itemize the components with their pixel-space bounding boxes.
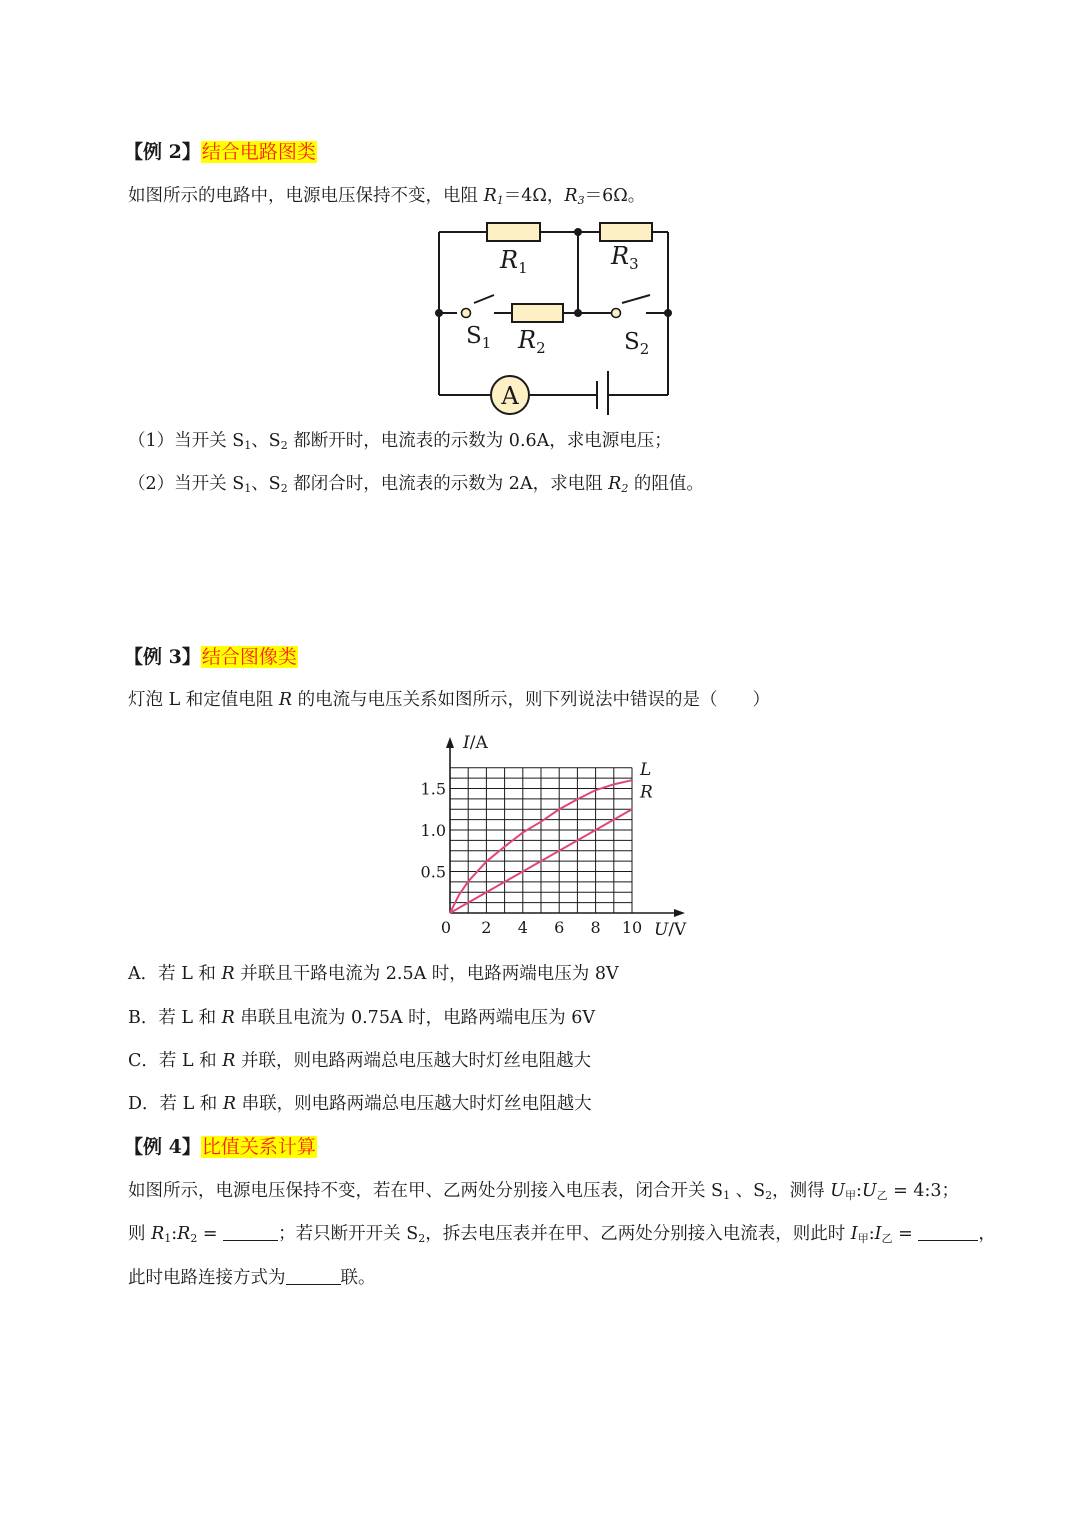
example-4-heading [124,1131,317,1163]
x-tick-label: 2 [481,918,492,937]
example-2-heading [124,136,317,168]
label-r2: $R_2$ [518,326,546,357]
example-2-topic: 结合电路图类 [201,141,316,163]
x-tick-label: 6 [554,918,565,937]
example-4-tag: 【例 4】 [124,1136,201,1158]
example-3-tag: 【例 3】 [124,646,201,668]
y-tick-label: 1.5 [420,779,446,799]
circuit-diagram [430,215,680,415]
label-s1: $S_1$ [466,323,492,352]
example-4-line-2: 则 $R_1:R_2$ = ；若只断开开关 $S_2$，拆去电压表并在甲、乙两处分别接入电流表，则此时 $I_甲:I_乙$ = ， [128,1224,996,1245]
y-tick-label: 0.5 [420,862,446,882]
label-r1: $R_1$ [500,246,528,277]
example-2-tag: 【例 2】 [124,141,201,163]
junction-dot [435,309,443,317]
option-a: A．若 L 和 R 并联且干路电流为 2.5A 时，电路两端电压为 8V [128,964,619,984]
switch-s2-contact [612,309,621,318]
example-4-line-3: 此时电路连接方式为 联。 [128,1268,376,1288]
example-3-heading [124,641,298,673]
example-4-line-1: 如图所示，电源电压保持不变，若在甲、乙两处分别接入电压表，闭合开关 $S_1$ 、$S_2$，测得 $U_甲:U_乙$ = 4:3； [128,1181,960,1202]
example-2-intro: 如图所示的电路中，电源电压保持不变，电阻 $R_1=4\Omega$，$R_3=6\Omega$。 [128,186,646,207]
chart-labels [421,733,688,940]
y-tick-label: 1.0 [420,821,446,840]
chart-grid [450,768,632,913]
label-r3: $R_3$ [611,242,639,273]
option-d: D．若 L 和 R 串联，则电路两端总电压越大时灯丝电阻越大 [128,1094,592,1114]
example-2-question-1: （1）当开关 $S_1$、$S_2$ 都断开时，电流表的示数为 0.6A，求电源电压； [128,431,672,452]
x-tick-label: 8 [590,918,601,937]
resistor-r2 [512,304,563,322]
junction-dot [574,228,582,236]
example-3-topic: 结合图像类 [201,646,297,668]
example-3-stem: 灯泡 L 和定值电阻 R 的电流与电压关系如图所示，则下列说法中错误的是（ ） [128,690,771,710]
option-b: B．若 L 和 R 串联且电流为 0.75A 时，电路两端电压为 6V [128,1008,595,1028]
junction-dot [664,309,672,317]
y-axis-title: I/A [463,733,488,753]
x-axis-arrow [674,909,685,917]
x-axis-title: U/V [654,920,687,940]
answer-blank-1[interactable] [223,1222,278,1241]
example-4-topic: 比值关系计算 [201,1136,316,1158]
x-tick-label: 4 [517,918,528,937]
junction-dot [574,309,582,317]
option-c: C．若 L 和 R 并联，则电路两端总电压越大时灯丝电阻越大 [128,1051,591,1071]
resistor-r1 [487,223,540,241]
x-tick-label: 0 [440,918,452,937]
ammeter-label: A [501,382,519,410]
label-s2: $S_2$ [624,329,650,358]
series-label-R: R [640,782,653,803]
answer-blank-2[interactable] [918,1222,978,1241]
y-axis-arrow [446,737,454,748]
switch-s1-contact [462,309,471,318]
x-tick-label: 10 [621,918,643,937]
example-2-question-2: （2）当开关 $S_1$、$S_2$ 都闭合时，电流表的示数为 2A，求电阻 $R_2$ 的阻值。 [128,474,704,495]
iu-graph [410,728,695,943]
resistor-r3 [600,223,652,241]
series-label-L: L [640,760,652,781]
answer-blank-3[interactable] [286,1266,341,1285]
